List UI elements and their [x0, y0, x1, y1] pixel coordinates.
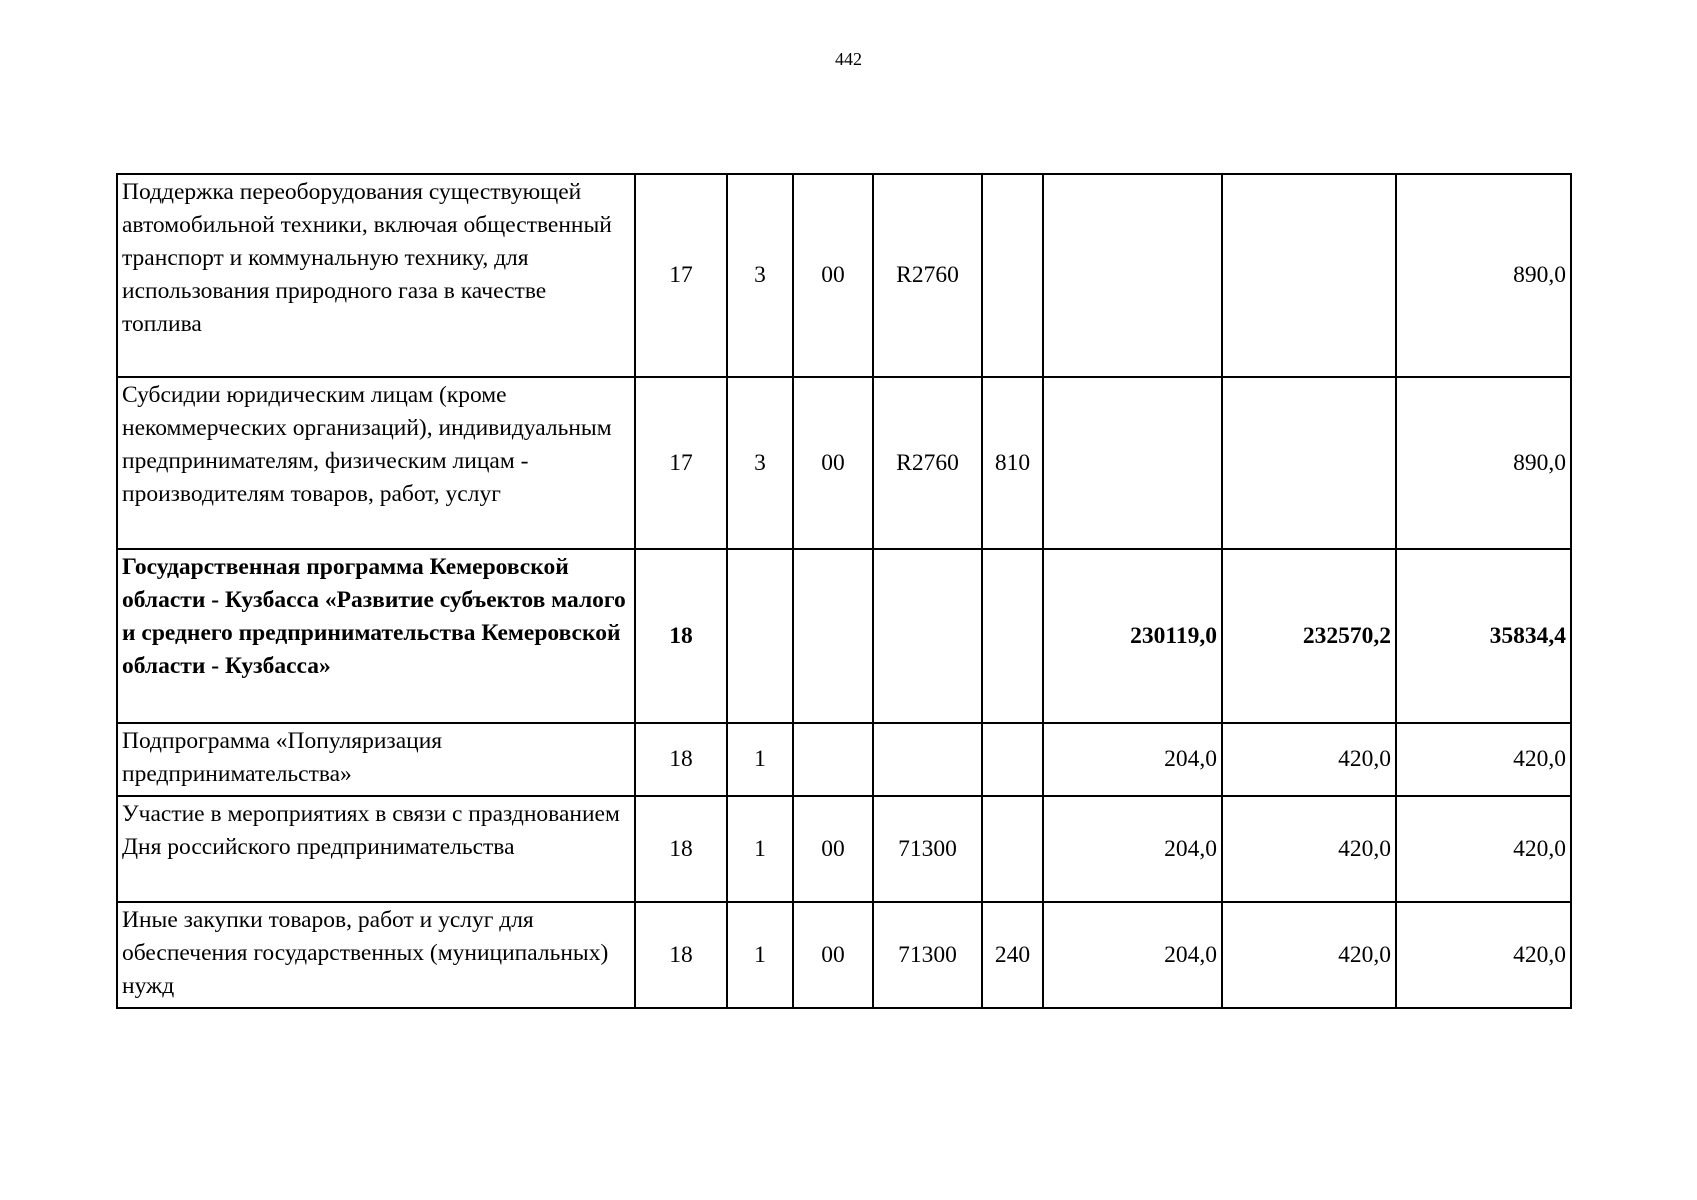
amount-year3-cell: 420,0: [1396, 902, 1571, 1008]
subprogram-code-cell: 3: [727, 174, 793, 377]
amount-year2-cell: 420,0: [1222, 902, 1396, 1008]
table-row: [117, 174, 1571, 377]
table-row: [117, 902, 1571, 1008]
direction-code-cell: 00: [793, 902, 873, 1008]
direction-code-cell: 00: [793, 796, 873, 902]
row-name-cell: Субсидии юридическим лицам (кроме некоммерческих организаций), индивидуальным предпринимателям, физическим лицам - производителям товаров, работ, услуг: [117, 377, 635, 549]
subprogram-code-cell: 1: [727, 723, 793, 796]
table-row: [117, 377, 1571, 549]
expense-code-cell: [873, 723, 982, 796]
table-row: [117, 723, 1571, 796]
subprogram-code-cell: 1: [727, 796, 793, 902]
amount-year1-cell: 204,0: [1043, 796, 1222, 902]
table-row: [117, 796, 1571, 902]
amount-year2-cell: 232570,2: [1222, 549, 1396, 723]
program-code-cell: 18: [635, 902, 727, 1008]
expense-type-cell: [982, 174, 1043, 377]
expense-type-cell: [982, 723, 1043, 796]
expense-type-cell: 810: [982, 377, 1043, 549]
row-name-cell: Государственная программа Кемеровской области - Кузбасса «Развитие субъектов малого и среднего предпринимательства Кемеровской области - Кузбасса»: [117, 549, 635, 723]
expense-code-cell: R2760: [873, 377, 982, 549]
amount-year3-cell: 420,0: [1396, 723, 1571, 796]
amount-year3-cell: 35834,4: [1396, 549, 1571, 723]
subprogram-code-cell: 1: [727, 902, 793, 1008]
row-name-cell: Поддержка переоборудования существующей автомобильной техники, включая общественный транспорт и коммунальную технику, для использования природного газа в качестве топлива: [117, 174, 635, 377]
direction-code-cell: [793, 723, 873, 796]
program-code-cell: 17: [635, 377, 727, 549]
expense-code-cell: [873, 549, 982, 723]
amount-year1-cell: 204,0: [1043, 902, 1222, 1008]
row-name-cell: Участие в мероприятиях в связи с празднованием Дня российского предпринимательства: [117, 796, 635, 902]
amount-year2-cell: [1222, 377, 1396, 549]
row-name-cell: Иные закупки товаров, работ и услуг для обеспечения государственных (муниципальных) нужд: [117, 902, 635, 1008]
amount-year3-cell: 890,0: [1396, 377, 1571, 549]
amount-year1-cell: 230119,0: [1043, 549, 1222, 723]
amount-year1-cell: [1043, 174, 1222, 377]
budget-table: [116, 173, 1572, 1009]
amount-year2-cell: [1222, 174, 1396, 377]
amount-year3-cell: 890,0: [1396, 174, 1571, 377]
amount-year3-cell: 420,0: [1396, 796, 1571, 902]
amount-year2-cell: 420,0: [1222, 723, 1396, 796]
page-number: 442: [835, 49, 862, 69]
expense-type-cell: 240: [982, 902, 1043, 1008]
expense-code-cell: 71300: [873, 902, 982, 1008]
expense-code-cell: 71300: [873, 796, 982, 902]
row-name-cell: Подпрограмма «Популяризация предпринимательства»: [117, 723, 635, 796]
program-code-cell: 18: [635, 723, 727, 796]
direction-code-cell: [793, 549, 873, 723]
amount-year2-cell: 420,0: [1222, 796, 1396, 902]
program-code-cell: 17: [635, 174, 727, 377]
amount-year1-cell: [1043, 377, 1222, 549]
expense-type-cell: [982, 796, 1043, 902]
subprogram-code-cell: [727, 549, 793, 723]
program-code-cell: 18: [635, 549, 727, 723]
expense-type-cell: [982, 549, 1043, 723]
expense-code-cell: R2760: [873, 174, 982, 377]
direction-code-cell: 00: [793, 377, 873, 549]
amount-year1-cell: 204,0: [1043, 723, 1222, 796]
table-row: [117, 549, 1571, 723]
subprogram-code-cell: 3: [727, 377, 793, 549]
program-code-cell: 18: [635, 796, 727, 902]
direction-code-cell: 00: [793, 174, 873, 377]
